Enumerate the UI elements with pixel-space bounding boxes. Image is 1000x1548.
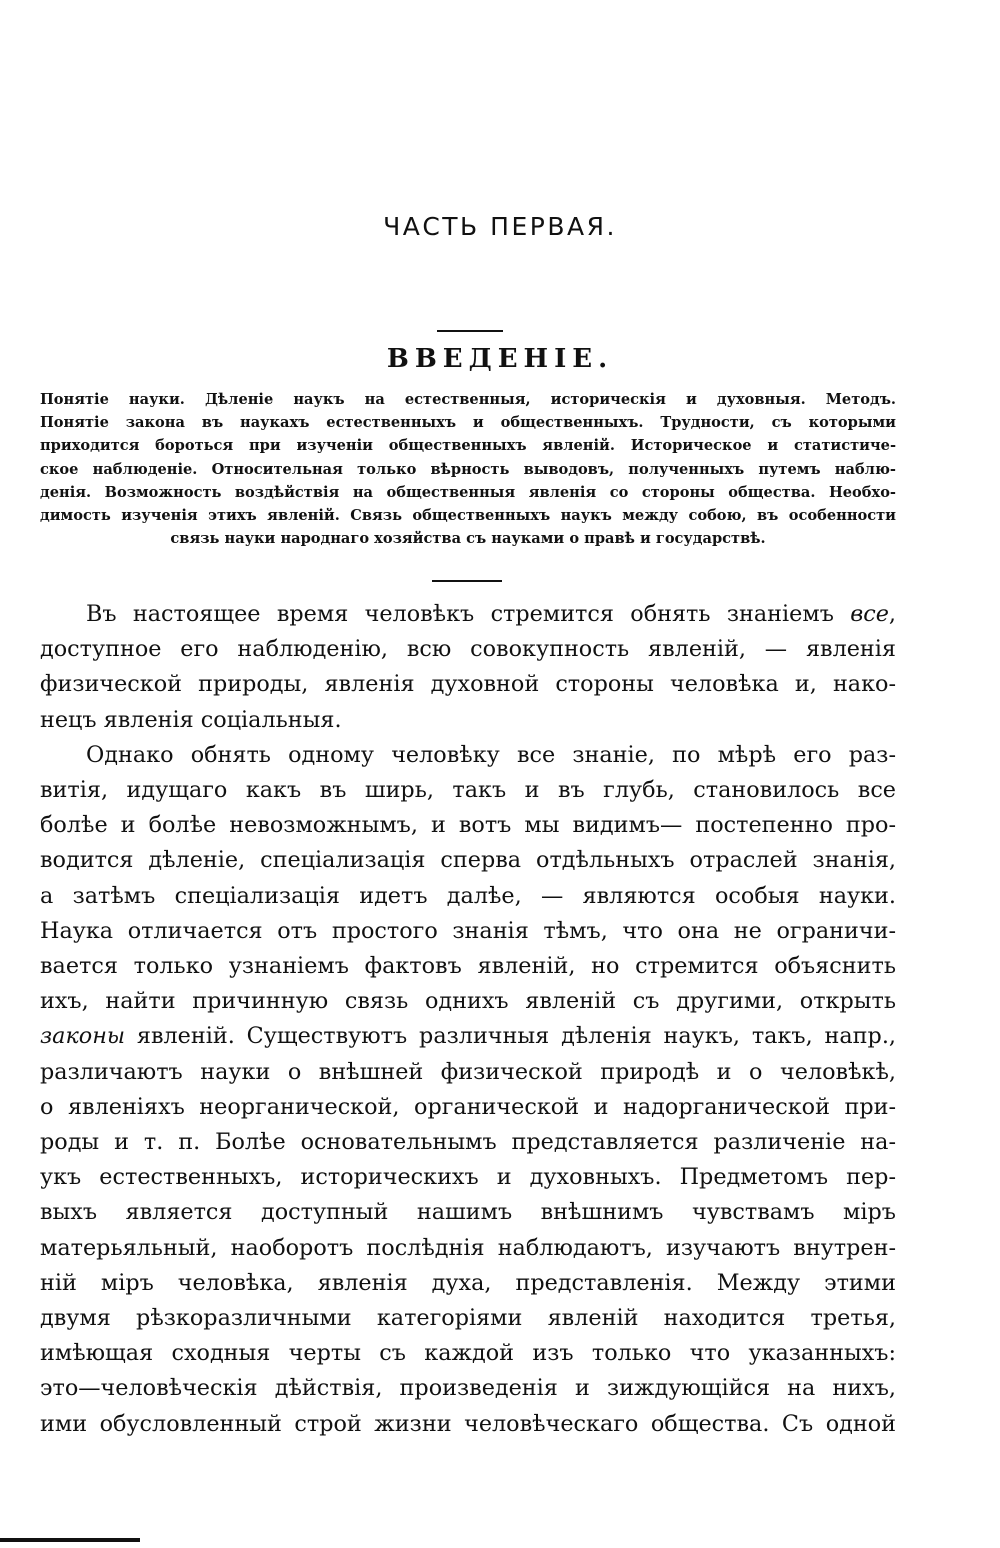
text-line	[40, 1019, 896, 1054]
bottom-divider-rule	[432, 580, 502, 582]
chapter-summary	[40, 388, 896, 550]
summary-line: димость изученія этихъ явленій. Связь общественныхъ наукъ между собою, въ особенности	[40, 507, 896, 525]
text-line: витія, идущаго какъ въ ширь, такъ и въ глубь, становилось все	[40, 777, 896, 804]
text-line: ній міръ человѣка, явленія духа, представленія. Между этими	[40, 1269, 896, 1296]
summary-line: денія. Возможность воздѣйствія на общественныя явленія со стороны общества. Необхо-	[40, 483, 896, 501]
text-line: выхъ является доступный нашимъ внѣшнимъ чувствамъ міръ	[40, 1199, 896, 1226]
page-edge-mark	[0, 1538, 140, 1542]
summary-line: Понятіе науки. Дѣленіе наукъ на естественныя, историческія и духовныя. Методъ.	[40, 391, 896, 408]
text-line: нецъ явленія соціальныя.	[40, 706, 342, 733]
text-line: болѣе и болѣе невозможнымъ, и вотъ мы видимъ— постепенно про-	[40, 812, 896, 839]
text-line: укъ естественныхъ, историческихъ и духовныхъ. Предметомъ пер-	[40, 1164, 896, 1191]
text-line: ихъ, найти причинную связь однихъ явленій съ другими, открыть	[40, 988, 896, 1015]
emphasis-word: все	[850, 601, 889, 627]
text-line: двумя рѣзкоразличными категоріями явленій находится третья,	[40, 1305, 896, 1332]
summary-line: Понятіе закона въ наукахъ естественныхъ и общественныхъ. Трудности, съ которыми	[40, 414, 896, 432]
summary-line: связь науки народнаго хозяйства съ науками о правѣ и государствѣ.	[170, 530, 766, 548]
text-line: о явленіяхъ неорганической, органической и надорганической при-	[40, 1093, 896, 1120]
text-line: а затѣмъ спеціализація идетъ далѣе, — являются особыя науки.	[40, 882, 896, 909]
text-line	[40, 597, 896, 632]
text-line: вается только узнаніемъ фактовъ явленій, но стремится объяснить	[40, 953, 896, 980]
summary-line: приходится бороться при изученіи общественныхъ явленій. Историческое и статистиче-	[40, 437, 896, 455]
part-title: ЧАСТЬ ПЕРВАЯ.	[383, 212, 617, 241]
top-divider-rule	[437, 330, 503, 332]
paragraph-1	[40, 597, 896, 738]
text-line: доступное его наблюденію, всю совокупность явленій, — явленія	[40, 636, 896, 663]
emphasis-word: законы	[40, 1023, 126, 1050]
summary-line: ское наблюденіе. Относительная только вѣрность выводовъ, полученныхъ путемъ наблю-	[40, 460, 896, 478]
text-line: Наука отличается отъ простого знанія тѣмъ, что она не ограничи-	[40, 917, 896, 944]
body-text	[40, 597, 896, 1442]
text-line: матерьяльный, наоборотъ послѣднія наблюдаютъ, изучаютъ внутрен-	[40, 1234, 896, 1261]
text-line: Однако обнять одному человѣку все знаніе, по мѣрѣ его раз-	[86, 741, 896, 768]
text-line: ими обусловленный строй жизни человѣческаго общества. Съ одной	[40, 1410, 896, 1437]
text-fragment: явленій. Существуютъ различныя дѣленія наукъ, такъ, напр.,	[125, 1023, 896, 1050]
text-line: имѣющая сходныя черты съ каждой изъ только что указанныхъ:	[40, 1340, 896, 1367]
text-line: это—человѣческія дѣйствія, произведенія и зиждующійся на нихъ,	[40, 1375, 896, 1402]
paragraph-2	[40, 738, 896, 1442]
text-fragment: ,	[888, 601, 896, 627]
text-line: роды и т. п. Болѣе основательнымъ представляется различеніе на-	[40, 1129, 896, 1156]
text-line: различаютъ науки о внѣшней физической природѣ и о человѣкѣ,	[40, 1058, 896, 1085]
text-line: водится дѣленіе, спеціализація сперва отдѣльныхъ отраслей знанія,	[40, 847, 896, 874]
section-title: ВВЕДЕНІЕ.	[386, 344, 614, 374]
text-line: физической природы, явленія духовной стороны человѣка и, нако-	[40, 671, 896, 698]
text-fragment: Въ настоящее время человѣкъ стремится обнять знаніемъ	[86, 601, 851, 627]
